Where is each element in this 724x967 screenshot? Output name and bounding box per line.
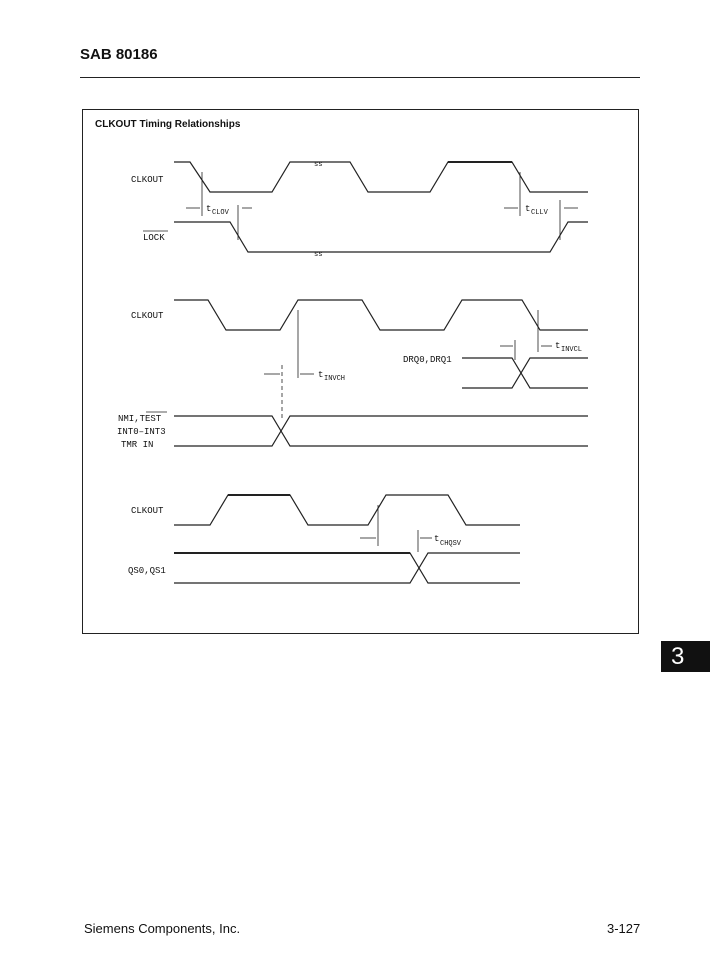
nmi-label: NMI,TEST — [118, 414, 162, 424]
qs-label: QS0,QS1 — [128, 566, 166, 576]
tclov-t: t — [206, 204, 212, 214]
clkout-label-2: CLKOUT — [131, 311, 164, 321]
break-mark-2: ss — [314, 251, 323, 259]
clkout-label-3: CLKOUT — [131, 506, 164, 516]
clkout-wave-3 — [174, 495, 520, 525]
lock-label: LOCK — [143, 233, 165, 243]
qs-wave-b — [174, 553, 520, 583]
drq-label: DRQ0,DRQ1 — [403, 355, 452, 365]
clkout-wave-1 — [174, 162, 588, 192]
break-mark-1: ss — [314, 161, 323, 169]
footer-company: Siemens Components, Inc. — [84, 921, 241, 936]
tinvcl-t: t — [555, 341, 561, 351]
tchqsv-t: t — [434, 534, 440, 544]
tcllv-sub: CLLV — [531, 209, 548, 217]
lock-wave — [174, 222, 588, 252]
tcllv-t: t — [525, 204, 531, 214]
nmi-wave-b — [174, 416, 588, 446]
document-header: SAB 80186 — [80, 46, 158, 63]
tmr-label: TMR IN — [121, 440, 154, 450]
tclov-sub: CLOV — [212, 209, 229, 217]
tinvch-t: t — [318, 370, 324, 380]
figure-title: CLKOUT Timing Relationships — [95, 119, 241, 130]
tchqsv-sub: CHQSV — [440, 540, 462, 548]
drq-wave-a — [462, 358, 588, 388]
int-label: INT0–INT3 — [117, 427, 166, 437]
clkout-label-1: CLKOUT — [131, 175, 164, 185]
section-tab: 3 — [661, 641, 710, 672]
tinvch-sub: INVCH — [324, 375, 346, 383]
drq-wave-b — [462, 358, 588, 388]
nmi-wave-a — [174, 416, 588, 446]
qs-wave-a — [174, 553, 520, 583]
tinvcl-sub: INVCL — [561, 346, 583, 354]
footer-page-number: 3-127 — [607, 921, 641, 936]
clkout-wave-2 — [174, 300, 588, 330]
